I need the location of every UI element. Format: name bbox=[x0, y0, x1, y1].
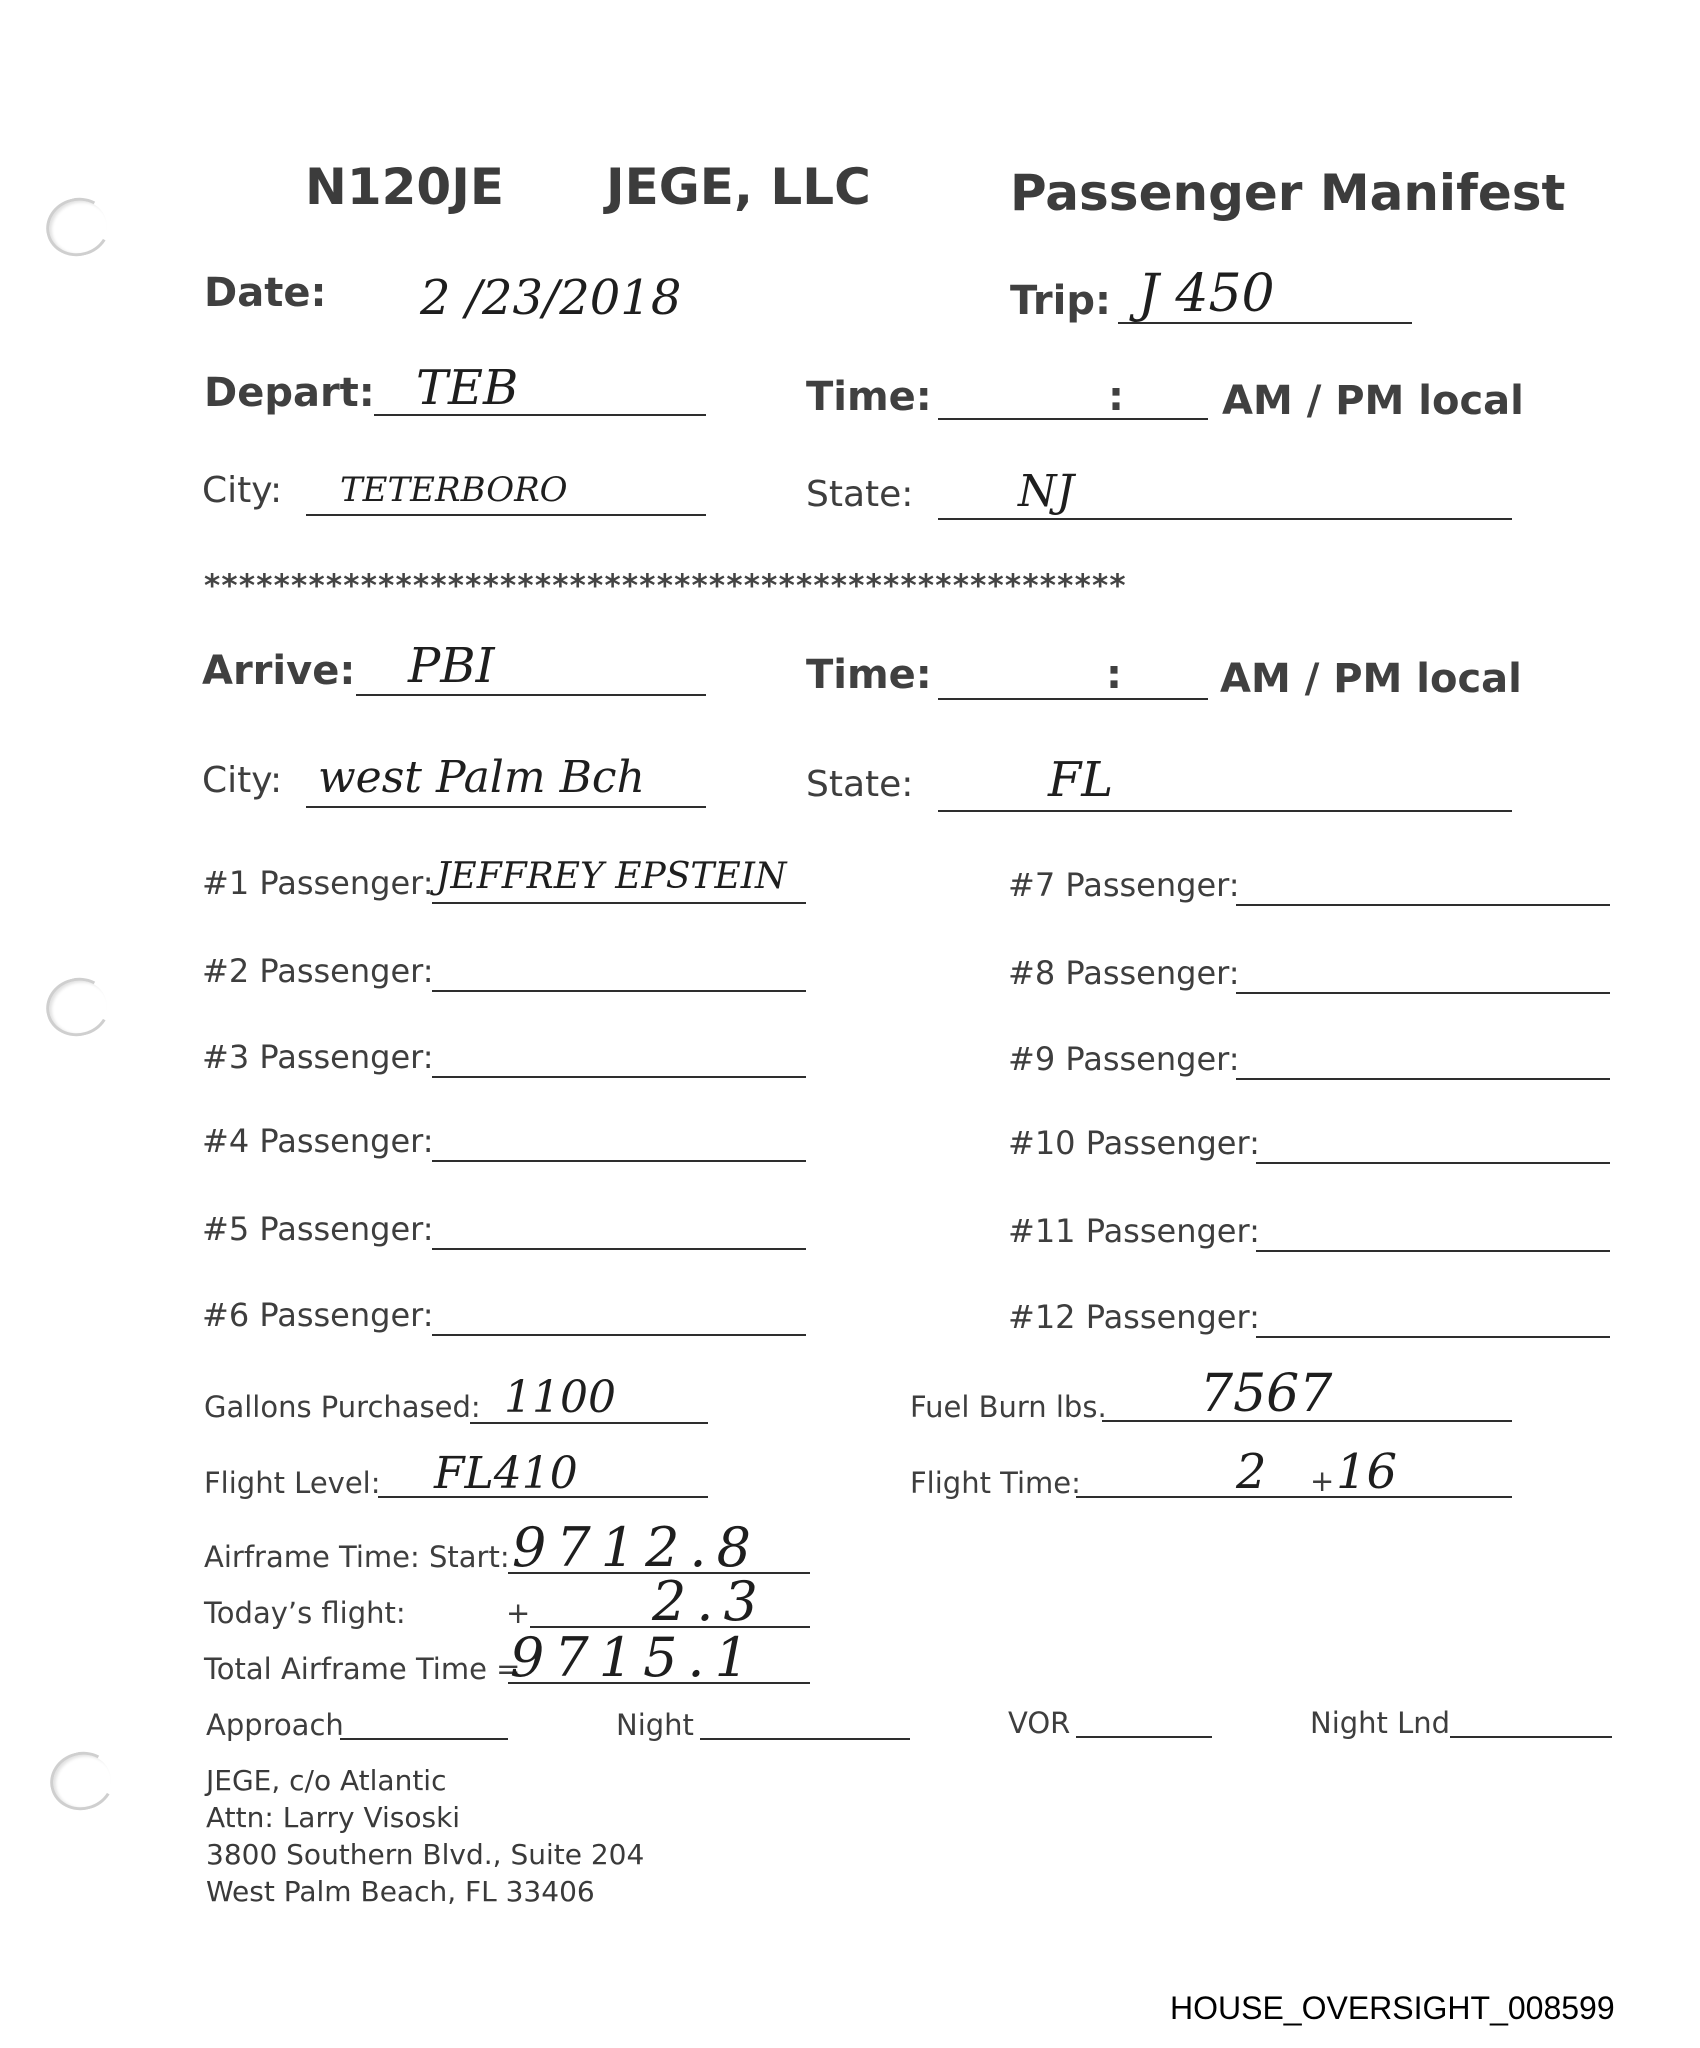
address-line-2: Attn: Larry Visoski bbox=[206, 1801, 461, 1834]
address-line-3: 3800 Southern Blvd., Suite 204 bbox=[206, 1838, 645, 1871]
company-name: JEGE, LLC bbox=[606, 158, 871, 216]
punch-hole-top bbox=[40, 191, 117, 264]
separator-asterisks: ***************************************************** bbox=[204, 568, 1127, 604]
passenger-4-label: #4 Passenger: bbox=[202, 1122, 434, 1160]
arrive-value: PBI bbox=[408, 638, 495, 694]
passenger-6-label: #6 Passenger: bbox=[202, 1296, 434, 1334]
arrive-city-label: City: bbox=[202, 760, 283, 801]
passenger-8-label: #8 Passenger: bbox=[1008, 954, 1240, 992]
arrive-state-value: FL bbox=[1048, 752, 1114, 808]
todays-flight-plus: + bbox=[506, 1596, 531, 1630]
arrive-state-line bbox=[938, 810, 1512, 812]
arrive-time-line bbox=[938, 698, 1208, 700]
passenger-5-line bbox=[432, 1248, 806, 1250]
address-line-1: JEGE, c/o Atlantic bbox=[206, 1764, 447, 1797]
arrive-state-label: State: bbox=[806, 764, 914, 805]
passenger-4-line bbox=[432, 1160, 806, 1162]
depart-value: TEB bbox=[416, 360, 519, 416]
depart-city-value: TETERBORO bbox=[340, 470, 568, 510]
flight-time-line bbox=[1076, 1496, 1512, 1498]
night-label: Night bbox=[616, 1708, 694, 1742]
punch-hole-middle bbox=[40, 971, 117, 1044]
gallons-value: 1100 bbox=[504, 1372, 616, 1423]
passenger-7-label: #7 Passenger: bbox=[1008, 866, 1240, 904]
passenger-11-label: #11 Passenger: bbox=[1008, 1212, 1260, 1250]
passenger-9-label: #9 Passenger: bbox=[1008, 1040, 1240, 1078]
approach-line bbox=[340, 1738, 508, 1740]
airframe-start-label: Airframe Time: Start: bbox=[204, 1540, 510, 1574]
passenger-1-label: #1 Passenger: bbox=[202, 864, 434, 902]
punch-hole-bottom bbox=[44, 1745, 121, 1818]
document-title: Passenger Manifest bbox=[1010, 164, 1566, 222]
total-airframe-label: Total Airframe Time = bbox=[204, 1652, 521, 1686]
flight-time-minutes: 16 bbox=[1336, 1444, 1398, 1500]
depart-time-line bbox=[938, 418, 1208, 420]
passenger-12-line bbox=[1256, 1336, 1610, 1338]
trip-label: Trip: bbox=[1010, 278, 1111, 324]
passenger-3-label: #3 Passenger: bbox=[202, 1038, 434, 1076]
depart-ampm: AM / PM local bbox=[1222, 378, 1524, 424]
passenger-10-label: #10 Passenger: bbox=[1008, 1124, 1260, 1162]
flight-level-label: Flight Level: bbox=[204, 1466, 381, 1500]
passenger-10-line bbox=[1256, 1162, 1610, 1164]
fuel-burn-label: Fuel Burn lbs. bbox=[910, 1390, 1107, 1424]
depart-label: Depart: bbox=[204, 370, 375, 416]
passenger-9-line bbox=[1236, 1078, 1610, 1080]
night-lnd-label: Night Lnd bbox=[1310, 1706, 1451, 1740]
arrive-ampm: AM / PM local bbox=[1220, 656, 1522, 702]
bates-number: HOUSE_OVERSIGHT_008599 bbox=[1170, 1990, 1615, 2026]
passenger-6-line bbox=[432, 1334, 806, 1336]
gallons-label: Gallons Purchased: bbox=[204, 1390, 481, 1424]
arrive-city-value: west Palm Bch bbox=[318, 752, 645, 803]
depart-state-label: State: bbox=[806, 474, 914, 515]
approach-label: Approach bbox=[206, 1708, 344, 1742]
passenger-1-line bbox=[432, 902, 806, 904]
tail-number: N120JE bbox=[305, 158, 504, 216]
arrive-label: Arrive: bbox=[202, 648, 356, 694]
date-value: 2 /23/2018 bbox=[420, 270, 682, 326]
passenger-3-line bbox=[432, 1076, 806, 1078]
arrive-time-colon: : bbox=[1106, 652, 1122, 698]
passenger-2-line bbox=[432, 990, 806, 992]
flight-time-plus: + bbox=[1310, 1464, 1335, 1498]
date-label: Date: bbox=[204, 270, 327, 316]
depart-state-value: NJ bbox=[1018, 466, 1075, 517]
total-airframe-value: 9715.1 bbox=[510, 1626, 759, 1689]
arrive-time-label: Time: bbox=[806, 652, 932, 698]
passenger-5-label: #5 Passenger: bbox=[202, 1210, 434, 1248]
passenger-2-label: #2 Passenger: bbox=[202, 952, 434, 990]
depart-state-line bbox=[938, 518, 1512, 520]
flight-time-label: Flight Time: bbox=[910, 1466, 1081, 1500]
depart-time-colon: : bbox=[1108, 374, 1124, 420]
flight-time-hours: 2 bbox=[1236, 1444, 1267, 1500]
vor-line bbox=[1076, 1736, 1212, 1738]
depart-time-label: Time: bbox=[806, 374, 932, 420]
address-line-4: West Palm Beach, FL 33406 bbox=[206, 1875, 595, 1908]
flight-level-value: FL410 bbox=[434, 1448, 578, 1499]
fuel-burn-value: 7567 bbox=[1200, 1364, 1333, 1424]
arrive-line bbox=[356, 694, 706, 696]
depart-city-line bbox=[306, 514, 706, 516]
depart-city-label: City: bbox=[202, 470, 283, 511]
passenger-1-name: JEFFREY EPSTEIN bbox=[436, 856, 787, 897]
vor-label: VOR bbox=[1008, 1706, 1071, 1740]
passenger-7-line bbox=[1236, 904, 1610, 906]
address-block bbox=[206, 1762, 644, 1910]
passenger-11-line bbox=[1256, 1250, 1610, 1252]
todays-flight-value: 2.3 bbox=[652, 1570, 768, 1633]
airframe-start-value: 9712.8 bbox=[512, 1516, 761, 1579]
night-lnd-line bbox=[1450, 1736, 1612, 1738]
passenger-12-label: #12 Passenger: bbox=[1008, 1298, 1260, 1336]
arrive-city-line bbox=[306, 806, 706, 808]
todays-flight-label: Today’s flight: bbox=[204, 1596, 406, 1630]
passenger-8-line bbox=[1236, 992, 1610, 994]
night-line bbox=[700, 1738, 910, 1740]
trip-value: J 450 bbox=[1138, 264, 1275, 324]
